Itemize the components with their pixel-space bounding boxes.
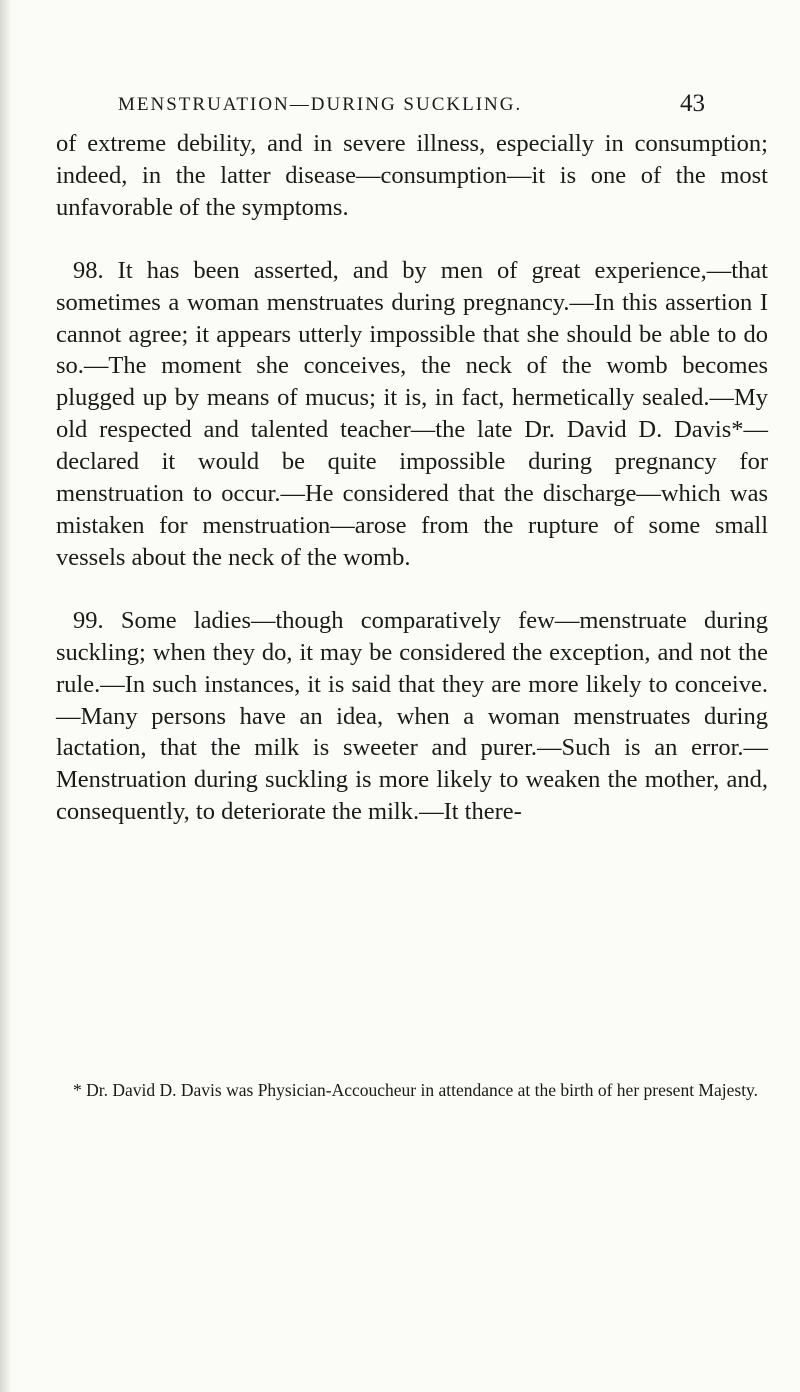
page-spine-shadow: [0, 0, 12, 1392]
paragraph-99: 99. Some ladies—though comparatively few—menstruate during suckling; when they do, it may be considered the exception, and not the rule.—In such instances, it is said that they are more likely to conceive.—Many persons have an idea, when a woman menstruates during lactation, that the milk is sweeter and purer.—Such is an error.—Menstruation during suckling is more likely to weaken the mother, and, consequently, to deteriorate the milk.—It there-: [56, 606, 768, 826]
paragraph-continued: of extreme debility, and in severe illness, especially in consumption; indeed, in the latter disease—consumption—it is one of the most unfavorable of the symptoms.: [56, 130, 768, 221]
running-head: [118, 90, 718, 117]
page-number: 43: [680, 90, 705, 117]
paragraph-98: 98. It has been asserted, and by men of great experience,—that sometimes a woman menstruates during pregnancy.—In this assertion I cannot agree; it appears utterly impossible that she should be able to do so.—The moment she conceives, the neck of the womb becomes plugged up by means of mucus; it is, in fact, hermetically sealed.—My old respected and talented teacher—the late Dr. David D. Davis*—declared it would be quite impossible during pregnancy for menstruation to occur.—He considered that the discharge—which was mistaken for menstruation—arose from the rupture of some small vessels about the neck of the womb.: [56, 256, 768, 571]
body-text: [56, 128, 768, 828]
footnote: * Dr. David D. Davis was Physician-Accoucheur in attendance at the birth of her present Majesty.: [73, 1080, 759, 1100]
running-title: MENSTRUATION—DURING SUCKLING.: [118, 94, 523, 115]
